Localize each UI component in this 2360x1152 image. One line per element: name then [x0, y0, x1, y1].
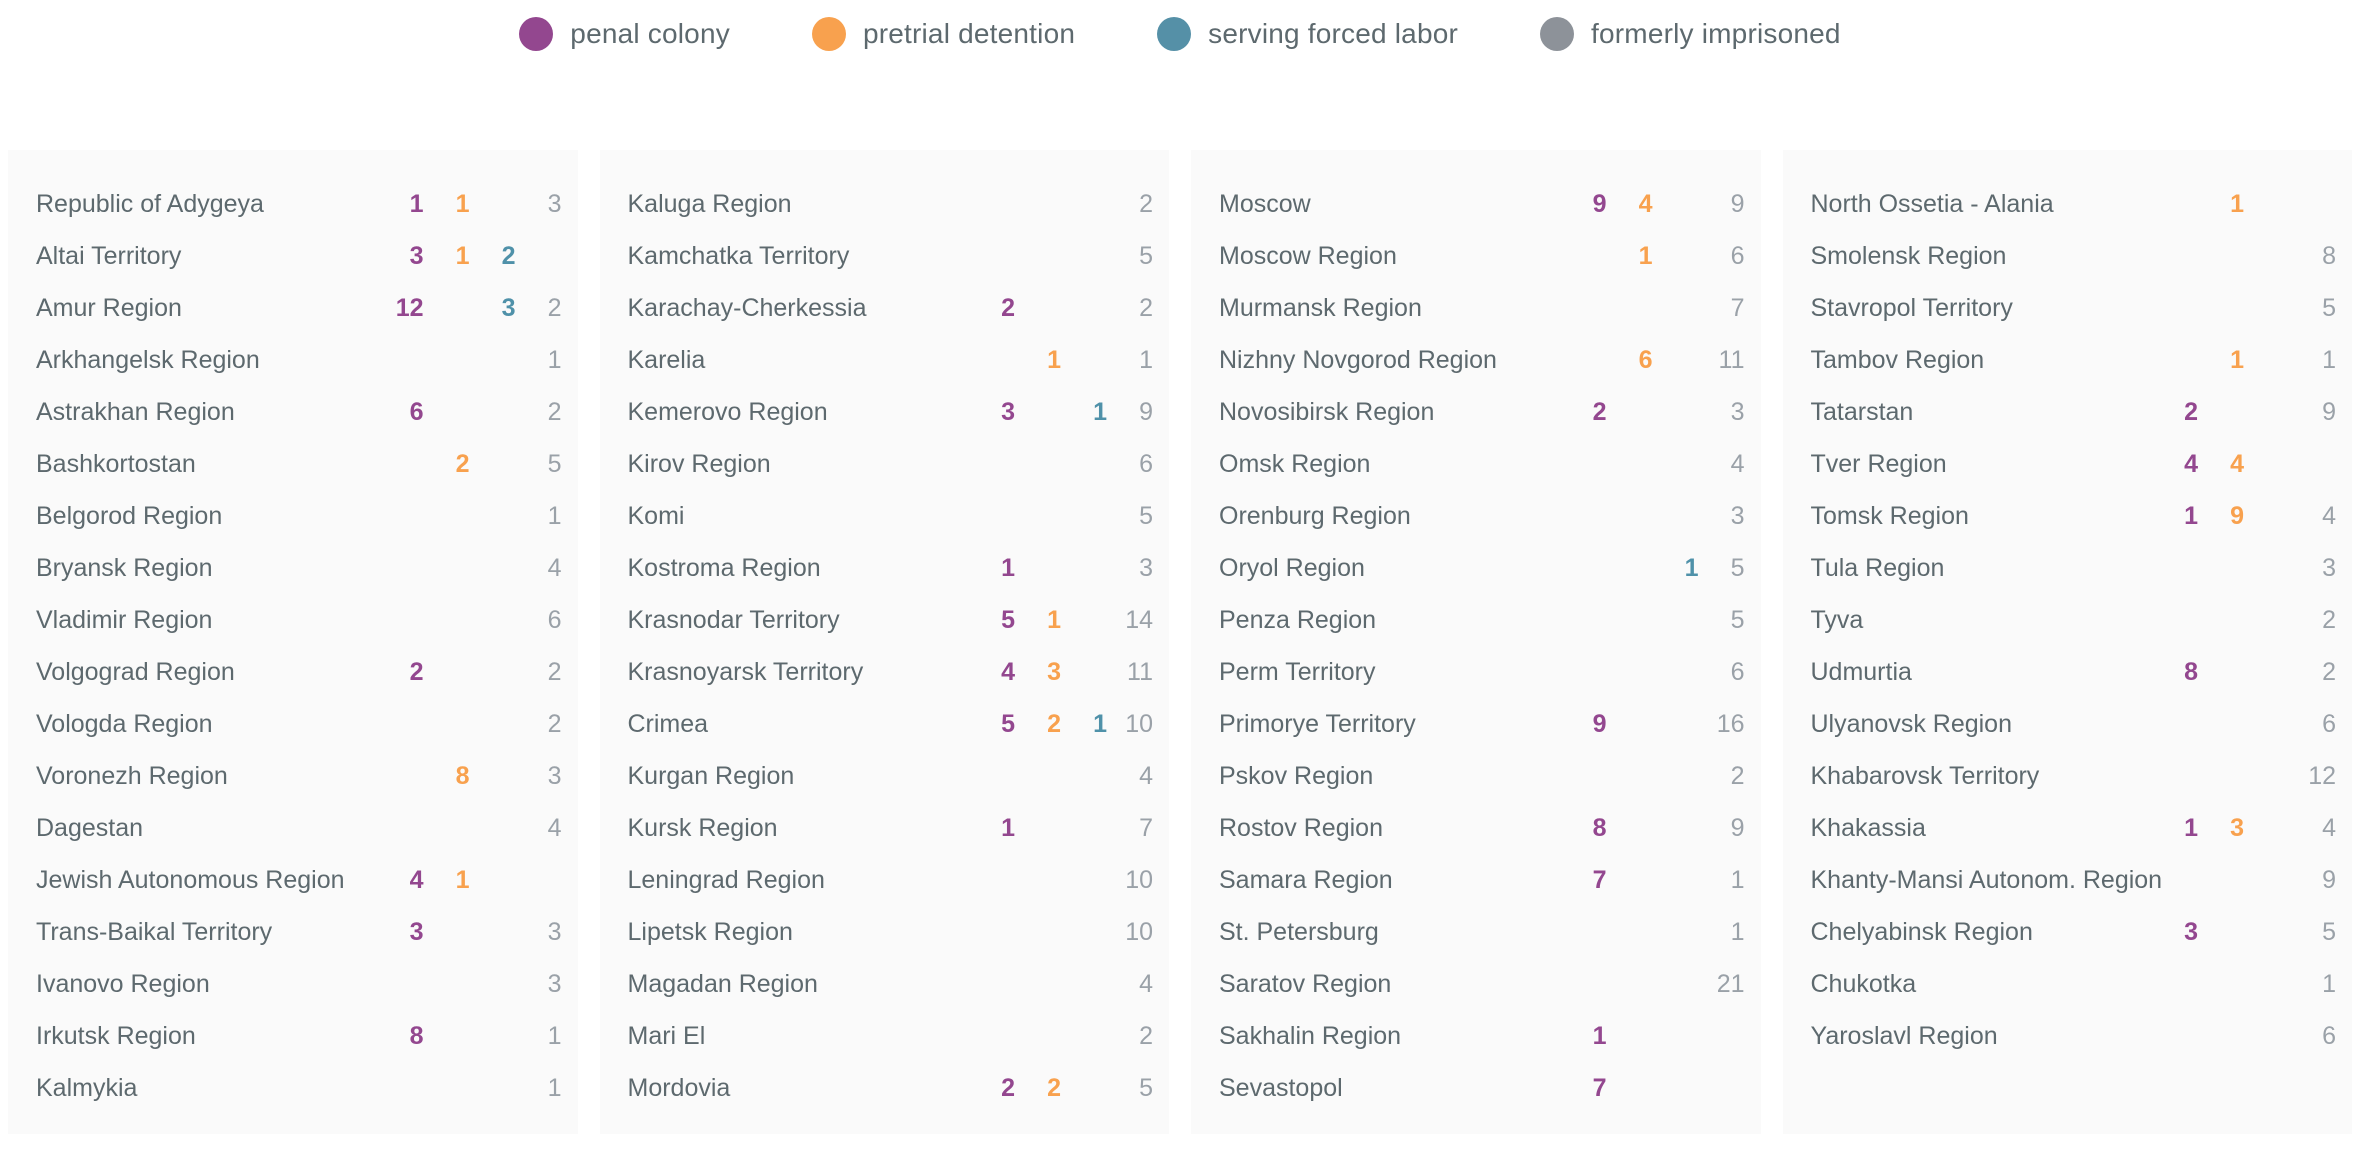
formerly-imprisoned-count: 11	[1718, 346, 1745, 374]
penal-colony-count: 1	[2184, 814, 2198, 842]
table-row	[8, 386, 578, 438]
formerly-imprisoned-count: 3	[547, 762, 562, 790]
table-row	[600, 282, 1170, 334]
table-row	[1191, 490, 1761, 542]
region-name: Omsk Region	[1219, 450, 1371, 478]
region-name: Mari El	[627, 1022, 706, 1050]
table-row	[600, 906, 1170, 958]
table-row	[1783, 178, 2353, 230]
region-name: Magadan Region	[627, 970, 818, 998]
legend-label: penal colony	[570, 18, 730, 49]
formerly-imprisoned-count: 9	[2322, 398, 2336, 426]
formerly-imprisoned-count: 14	[1125, 606, 1153, 634]
table-row	[8, 1062, 578, 1114]
table-row	[1191, 438, 1761, 490]
formerly-imprisoned-count: 16	[1716, 710, 1745, 738]
formerly-imprisoned-count: 1	[547, 346, 562, 374]
region-name: Belgorod Region	[36, 502, 223, 530]
region-name: Samara Region	[1219, 866, 1393, 894]
region-name: Stavropol Territory	[1810, 294, 2013, 322]
table-row	[8, 438, 578, 490]
formerly-imprisoned-count: 2	[1139, 190, 1153, 218]
penal-colony-count: 7	[1592, 866, 1607, 894]
region-name: Pskov Region	[1219, 762, 1374, 790]
region-name: Orenburg Region	[1219, 502, 1411, 530]
region-name: Dagestan	[36, 814, 144, 842]
penal-colony-count: 3	[2184, 918, 2198, 946]
table-row	[1783, 230, 2353, 282]
region-name: Sakhalin Region	[1219, 1022, 1402, 1050]
region-name: Altai Territory	[36, 242, 182, 270]
table-row	[1783, 1010, 2353, 1062]
table-row	[600, 802, 1170, 854]
formerly-imprisoned-count: 5	[2322, 294, 2336, 322]
region-name: Kirov Region	[627, 450, 771, 478]
formerly-imprisoned-count: 4	[1730, 450, 1745, 478]
table-row	[1783, 490, 2353, 542]
formerly-imprisoned-count: 10	[1125, 866, 1153, 894]
pretrial-detention-count: 3	[2230, 814, 2244, 842]
penal-colony-count: 8	[1592, 814, 1607, 842]
table-row	[8, 230, 578, 282]
table-row	[1783, 958, 2353, 1010]
region-name: Trans-Baikal Territory	[36, 918, 273, 946]
legend-item-formerly-imprisoned	[1540, 17, 1841, 51]
table-row	[1191, 854, 1761, 906]
pretrial-detention-count: 4	[1638, 190, 1653, 218]
pretrial-detention-count: 1	[455, 866, 470, 894]
formerly-imprisoned-count: 10	[1125, 710, 1153, 738]
penal-colony-count: 1	[409, 190, 424, 218]
region-name: Arkhangelsk Region	[36, 346, 260, 374]
table-row	[1783, 594, 2353, 646]
region-name: Tver Region	[1810, 450, 1947, 478]
serving-forced-labor-dot-icon	[1157, 17, 1191, 51]
table-row	[600, 854, 1170, 906]
table-row	[8, 178, 578, 230]
formerly-imprisoned-dot-icon	[1540, 17, 1574, 51]
region-name: Bashkortostan	[36, 450, 196, 478]
table-row	[1191, 750, 1761, 802]
formerly-imprisoned-count: 1	[1730, 866, 1745, 894]
formerly-imprisoned-count: 3	[1139, 554, 1153, 582]
formerly-imprisoned-count: 1	[2322, 970, 2336, 998]
pretrial-detention-count: 2	[455, 450, 470, 478]
legend-item-pretrial-detention	[812, 17, 1075, 51]
table-row	[1191, 1010, 1761, 1062]
region-name: Irkutsk Region	[36, 1022, 196, 1050]
region-name: Tomsk Region	[1810, 502, 1969, 530]
region-name: Jewish Autonomous Region	[36, 866, 345, 894]
region-name: Kostroma Region	[627, 554, 821, 582]
penal-colony-count: 1	[2184, 502, 2198, 530]
pretrial-detention-count: 1	[2230, 190, 2244, 218]
region-name: Karelia	[627, 346, 706, 374]
penal-colony-count: 1	[1001, 814, 1015, 842]
region-name: Moscow Region	[1219, 242, 1397, 270]
formerly-imprisoned-count: 2	[2322, 658, 2336, 686]
table-row	[8, 1010, 578, 1062]
legend-item-serving-forced-labor	[1157, 17, 1458, 51]
region-name: Astrakhan Region	[36, 398, 235, 426]
pretrial-detention-count: 2	[1047, 1074, 1061, 1102]
regions-column-1	[8, 150, 578, 1134]
formerly-imprisoned-count: 5	[1730, 606, 1745, 634]
pretrial-detention-count: 1	[2230, 346, 2244, 374]
legend-label: pretrial detention	[862, 18, 1076, 49]
region-name: Kamchatka Territory	[627, 242, 850, 270]
penal-colony-count: 5	[1001, 606, 1015, 634]
penal-colony-count: 2	[2184, 398, 2198, 426]
table-row	[8, 282, 578, 334]
table-row	[600, 958, 1170, 1010]
penal-colony-count: 12	[395, 294, 424, 322]
formerly-imprisoned-count: 8	[2322, 242, 2336, 270]
forced-labor-count: 3	[501, 294, 516, 322]
region-name: North Ossetia - Alania	[1810, 190, 2054, 218]
formerly-imprisoned-count: 6	[547, 606, 562, 634]
region-name: Rostov Region	[1219, 814, 1383, 842]
table-row	[8, 750, 578, 802]
table-row	[1191, 958, 1761, 1010]
table-row	[1191, 802, 1761, 854]
table-row	[8, 542, 578, 594]
formerly-imprisoned-count: 5	[2322, 918, 2336, 946]
formerly-imprisoned-count: 12	[2308, 762, 2336, 790]
region-name: Kalmykia	[36, 1074, 138, 1102]
region-name: Oryol Region	[1219, 554, 1365, 582]
formerly-imprisoned-count: 3	[547, 918, 562, 946]
table-row	[1783, 698, 2353, 750]
formerly-imprisoned-count: 3	[1730, 502, 1745, 530]
region-name: Tambov Region	[1810, 346, 1985, 374]
table-row	[8, 490, 578, 542]
region-name: Sevastopol	[1219, 1074, 1343, 1102]
legend-item-penal-colony	[519, 17, 730, 51]
pretrial-detention-count: 8	[455, 762, 470, 790]
table-row	[8, 646, 578, 698]
table-row	[1191, 334, 1761, 386]
region-name: Tyva	[1810, 606, 1864, 634]
pretrial-detention-count: 1	[455, 190, 470, 218]
formerly-imprisoned-count: 4	[1139, 970, 1153, 998]
table-row	[600, 438, 1170, 490]
formerly-imprisoned-count: 2	[547, 294, 562, 322]
region-name: Bryansk Region	[36, 554, 213, 582]
pretrial-detention-count: 4	[2230, 450, 2244, 478]
table-row	[1783, 282, 2353, 334]
penal-colony-count: 3	[1001, 398, 1015, 426]
region-name: Udmurtia	[1810, 658, 1912, 686]
region-name: Voronezh Region	[36, 762, 228, 790]
table-row	[600, 490, 1170, 542]
formerly-imprisoned-count: 4	[547, 554, 562, 582]
formerly-imprisoned-count: 5	[1730, 554, 1745, 582]
forced-labor-count: 1	[1684, 554, 1699, 582]
region-name: Primorye Territory	[1219, 710, 1416, 738]
formerly-imprisoned-count: 6	[1730, 658, 1745, 686]
penal-colony-count: 2	[1592, 398, 1607, 426]
penal-colony-count: 2	[409, 658, 424, 686]
region-name: Ivanovo Region	[36, 970, 210, 998]
region-name: Karachay-Cherkessia	[627, 294, 867, 322]
regions-column-4	[1783, 150, 2353, 1134]
region-name: Penza Region	[1219, 606, 1377, 634]
formerly-imprisoned-count: 4	[2322, 502, 2336, 530]
penal-colony-dot-icon	[519, 17, 553, 51]
table-row	[1783, 750, 2353, 802]
table-row	[1191, 1062, 1761, 1114]
pretrial-detention-dot-icon	[812, 17, 846, 51]
table-row	[1191, 282, 1761, 334]
table-row	[1783, 646, 2353, 698]
formerly-imprisoned-count: 7	[1139, 814, 1153, 842]
region-name: Smolensk Region	[1810, 242, 2007, 270]
formerly-imprisoned-count: 11	[1127, 658, 1153, 686]
region-name: Chukotka	[1810, 970, 1917, 998]
table-row	[8, 854, 578, 906]
table-row	[600, 1010, 1170, 1062]
region-name: Kemerovo Region	[627, 398, 828, 426]
formerly-imprisoned-count: 7	[1730, 294, 1745, 322]
table-row	[1191, 646, 1761, 698]
region-name: Lipetsk Region	[627, 918, 793, 946]
table-row	[600, 178, 1170, 230]
regions-column-3	[1191, 150, 1761, 1134]
table-row	[1191, 386, 1761, 438]
formerly-imprisoned-count: 2	[1730, 762, 1745, 790]
pretrial-detention-count: 6	[1638, 346, 1653, 374]
region-name: Mordovia	[627, 1074, 731, 1102]
formerly-imprisoned-count: 9	[2322, 866, 2336, 894]
regions-column-2	[600, 150, 1170, 1134]
region-name: Ulyanovsk Region	[1810, 710, 2012, 738]
table-row	[1191, 594, 1761, 646]
pretrial-detention-count: 1	[455, 242, 470, 270]
formerly-imprisoned-count: 6	[2322, 710, 2336, 738]
region-name: Murmansk Region	[1219, 294, 1422, 322]
region-name: Amur Region	[36, 294, 182, 322]
table-row	[1191, 698, 1761, 750]
formerly-imprisoned-count: 3	[547, 970, 562, 998]
formerly-imprisoned-count: 4	[547, 814, 562, 842]
table-row	[8, 698, 578, 750]
table-row	[8, 906, 578, 958]
table-row	[600, 542, 1170, 594]
formerly-imprisoned-count: 4	[2322, 814, 2336, 842]
table-row	[600, 750, 1170, 802]
table-row	[1783, 854, 2353, 906]
table-row	[1783, 386, 2353, 438]
penal-colony-count: 4	[409, 866, 424, 894]
table-row	[1191, 178, 1761, 230]
formerly-imprisoned-count: 9	[1730, 814, 1745, 842]
table-row	[600, 594, 1170, 646]
region-name: Perm Territory	[1219, 658, 1376, 686]
region-name: Komi	[627, 502, 685, 530]
region-name: Novosibirsk Region	[1219, 398, 1435, 426]
table-row	[1191, 906, 1761, 958]
formerly-imprisoned-count: 3	[547, 190, 562, 218]
table-row	[1783, 334, 2353, 386]
formerly-imprisoned-count: 3	[1730, 398, 1745, 426]
formerly-imprisoned-count: 4	[1139, 762, 1153, 790]
formerly-imprisoned-count: 10	[1125, 918, 1153, 946]
formerly-imprisoned-count: 1	[547, 1074, 562, 1102]
formerly-imprisoned-count: 3	[2322, 554, 2336, 582]
region-name: Tula Region	[1810, 554, 1945, 582]
region-name: Khanty-Mansi Autonom. Region	[1810, 866, 2163, 894]
forced-labor-count: 1	[1093, 710, 1107, 738]
formerly-imprisoned-count: 5	[1139, 242, 1153, 270]
formerly-imprisoned-count: 9	[1730, 190, 1745, 218]
formerly-imprisoned-count: 5	[1139, 1074, 1153, 1102]
table-row	[600, 230, 1170, 282]
region-name: Kursk Region	[627, 814, 778, 842]
penal-colony-count: 8	[2184, 658, 2198, 686]
legend-label: serving forced labor	[1208, 18, 1459, 49]
formerly-imprisoned-count: 2	[547, 658, 562, 686]
region-name: Crimea	[627, 710, 709, 738]
region-name: Krasnoyarsk Territory	[627, 658, 864, 686]
penal-colony-count: 4	[1001, 658, 1015, 686]
region-name: Chelyabinsk Region	[1810, 918, 2033, 946]
penal-colony-count: 9	[1592, 710, 1607, 738]
penal-colony-count: 9	[1592, 190, 1607, 218]
table-row	[600, 698, 1170, 750]
region-name: Krasnodar Territory	[627, 606, 840, 634]
formerly-imprisoned-count: 2	[2322, 606, 2336, 634]
penal-colony-count: 1	[1001, 554, 1015, 582]
region-name: Khabarovsk Territory	[1810, 762, 2040, 790]
formerly-imprisoned-count: 2	[1139, 1022, 1153, 1050]
region-name: Kaluga Region	[627, 190, 792, 218]
table-row	[8, 802, 578, 854]
penal-colony-count: 2	[1001, 294, 1015, 322]
table-row	[600, 646, 1170, 698]
region-name: St. Petersburg	[1219, 918, 1379, 946]
penal-colony-count: 1	[1592, 1022, 1607, 1050]
penal-colony-count: 8	[409, 1022, 424, 1050]
regions-table	[0, 150, 2360, 1134]
region-name: Moscow	[1219, 190, 1311, 218]
table-row	[8, 958, 578, 1010]
penal-colony-count: 3	[409, 242, 424, 270]
region-name: Tatarstan	[1810, 398, 1914, 426]
formerly-imprisoned-count: 21	[1716, 970, 1745, 998]
penal-colony-count: 7	[1592, 1074, 1607, 1102]
formerly-imprisoned-count: 5	[1139, 502, 1153, 530]
pretrial-detention-count: 1	[1047, 606, 1061, 634]
penal-colony-count: 3	[409, 918, 424, 946]
region-name: Khakassia	[1810, 814, 1926, 842]
formerly-imprisoned-count: 6	[1730, 242, 1745, 270]
table-row	[1783, 802, 2353, 854]
formerly-imprisoned-count: 1	[2322, 346, 2336, 374]
pretrial-detention-count: 2	[1047, 710, 1061, 738]
region-name: Vladimir Region	[36, 606, 213, 634]
formerly-imprisoned-count: 1	[547, 1022, 562, 1050]
table-row	[8, 334, 578, 386]
table-row	[1191, 230, 1761, 282]
pretrial-detention-count: 9	[2230, 502, 2244, 530]
legend	[0, 2, 2360, 66]
formerly-imprisoned-count: 2	[547, 710, 562, 738]
formerly-imprisoned-count: 1	[1730, 918, 1745, 946]
table-row	[600, 334, 1170, 386]
region-name: Republic of Adygeya	[36, 190, 264, 218]
penal-colony-count: 6	[409, 398, 424, 426]
formerly-imprisoned-count: 5	[547, 450, 562, 478]
table-row	[1191, 542, 1761, 594]
table-row	[1783, 906, 2353, 958]
formerly-imprisoned-count: 2	[547, 398, 562, 426]
formerly-imprisoned-count: 6	[2322, 1022, 2336, 1050]
formerly-imprisoned-count: 6	[1139, 450, 1153, 478]
formerly-imprisoned-count: 1	[1139, 346, 1153, 374]
penal-colony-count: 2	[1001, 1074, 1015, 1102]
penal-colony-count: 4	[2184, 450, 2198, 478]
formerly-imprisoned-count: 9	[1139, 398, 1153, 426]
region-name: Leningrad Region	[627, 866, 825, 894]
forced-labor-count: 1	[1093, 398, 1107, 426]
pretrial-detention-count: 1	[1047, 346, 1061, 374]
pretrial-detention-count: 3	[1047, 658, 1061, 686]
table-row	[1783, 438, 2353, 490]
region-name: Vologda Region	[36, 710, 213, 738]
formerly-imprisoned-count: 2	[1139, 294, 1153, 322]
forced-labor-count: 2	[501, 242, 516, 270]
region-name: Nizhny Novgorod Region	[1219, 346, 1497, 374]
table-row	[1783, 542, 2353, 594]
region-name: Volgograd Region	[36, 658, 235, 686]
table-row	[600, 1062, 1170, 1114]
region-name: Yaroslavl Region	[1810, 1022, 1998, 1050]
penal-colony-count: 5	[1001, 710, 1015, 738]
table-row	[8, 594, 578, 646]
pretrial-detention-count: 1	[1638, 242, 1653, 270]
region-name: Kurgan Region	[627, 762, 795, 790]
formerly-imprisoned-count: 1	[547, 502, 562, 530]
region-name: Saratov Region	[1219, 970, 1392, 998]
legend-label: formerly imprisoned	[1591, 18, 1841, 49]
table-row	[600, 386, 1170, 438]
